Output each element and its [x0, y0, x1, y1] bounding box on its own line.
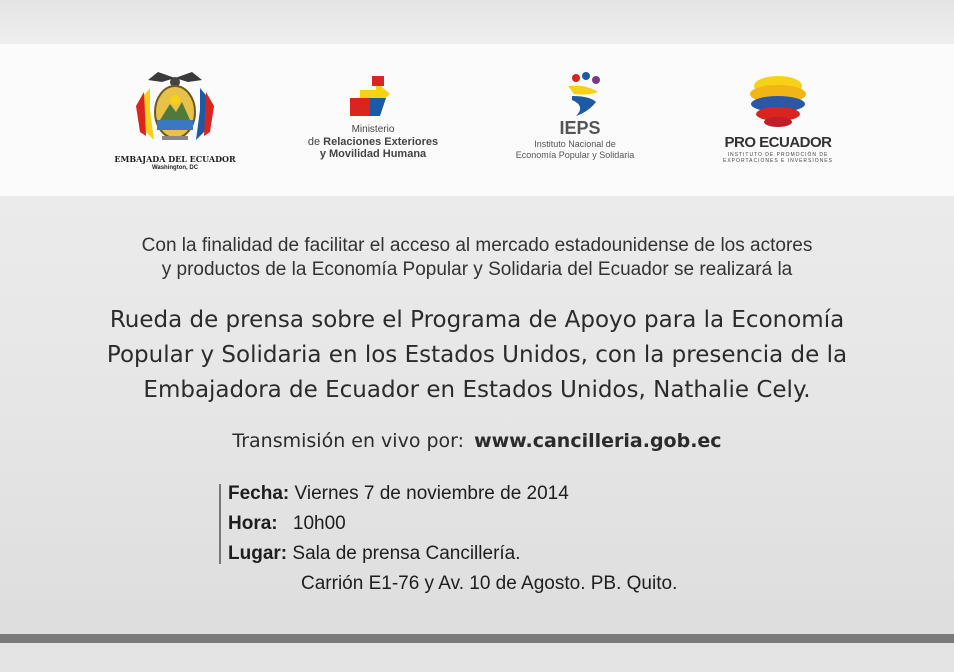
- top-band: [0, 0, 954, 44]
- bottom-band: [0, 643, 954, 672]
- proecuador-name: PRO ECUADOR: [724, 134, 832, 151]
- hora-label: Hora:: [228, 513, 278, 534]
- ieps-swirl-icon: [560, 70, 610, 120]
- proecuador-sub2: EXPORTACIONES E INVERSIONES: [723, 158, 833, 164]
- ministerio-line3: y Movilidad Humana: [319, 148, 427, 160]
- intro-text: [0, 234, 954, 282]
- embajada-logo: [110, 70, 240, 180]
- ieps-logo: [510, 70, 650, 170]
- lugar-label: Lugar:: [228, 543, 288, 564]
- proecuador-logo: [716, 72, 840, 172]
- fecha-label: Fecha:: [228, 483, 290, 504]
- intro-line1: Con la finalidad de facilitar el acceso al mercado estadounidense de los actores: [141, 235, 813, 256]
- ieps-line2: Economía Popular y Solidaria: [515, 150, 635, 160]
- intro-line2: y productos de la Economía Popular y Solidaria del Ecuador se realizará la: [161, 259, 793, 280]
- embajada-name: EMBAJADA DEL ECUADOR: [114, 154, 236, 164]
- headline-line3: Embajadora de Ecuador en Estados Unidos, Nathalie Cely.: [143, 377, 811, 403]
- ieps-acronym: IEPS: [559, 118, 601, 138]
- details-divider: [219, 484, 221, 564]
- proecuador-sub1: INSTITUTO DE PROMOCIÓN DE: [727, 152, 829, 158]
- fecha-row: [228, 483, 569, 505]
- ecuador-coat-of-arms-icon: [110, 70, 240, 150]
- lugar-value: Sala de prensa Cancillería.: [292, 543, 521, 564]
- lugar-row: [228, 543, 521, 565]
- hora-value: 10h00: [292, 513, 346, 534]
- transmision-line: [0, 430, 954, 452]
- bottom-divider: [0, 634, 954, 643]
- fecha-value: Viernes 7 de noviembre de 2014: [294, 483, 569, 504]
- headline-line1: Rueda de prensa sobre el Programa de Apoyo para la Economía: [109, 307, 845, 333]
- hora-row: [228, 513, 346, 535]
- ministerio-arrow-icon: [346, 72, 406, 122]
- ministerio-line1: Ministerio: [351, 124, 395, 135]
- proecuador-sphere-icon: [748, 72, 808, 132]
- lugar-address: Carrión E1-76 y Av. 10 de Agosto. PB. Quito.: [301, 573, 678, 594]
- ministerio-logo: [298, 72, 448, 172]
- transmision-label: Transmisión en vivo por:: [232, 430, 465, 452]
- headline-line2: Popular y Solidaria en los Estados Unidos, con la presencia de la: [106, 342, 848, 368]
- embajada-sub: Washington, DC: [151, 165, 199, 171]
- ministerio-line2-bold: Relaciones Exteriores: [323, 136, 439, 148]
- transmision-url[interactable]: www.cancilleria.gob.ec: [474, 430, 722, 452]
- ministerio-line2-prefix: de: [307, 136, 324, 148]
- ieps-line1: Instituto Nacional de: [534, 139, 616, 149]
- headline: [0, 303, 954, 408]
- ministerio-line2: [298, 136, 448, 148]
